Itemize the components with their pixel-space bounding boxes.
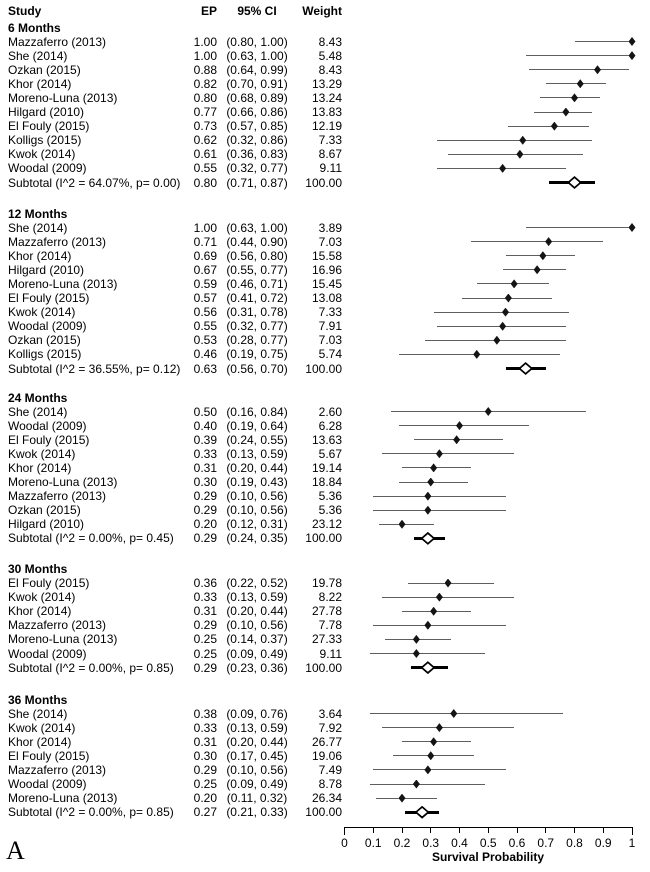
ci-value: (0.36, 0.83) — [226, 147, 288, 162]
weight-value: 6.28 — [318, 418, 342, 433]
study-name: She (2014) — [8, 404, 68, 419]
ci-value: (0.44, 0.90) — [226, 234, 288, 249]
ci-value: (0.20, 0.44) — [226, 604, 288, 619]
ci-value: (0.70, 0.91) — [226, 76, 288, 91]
ci-value: (0.24, 0.55) — [226, 432, 288, 447]
weight-value: 5.36 — [318, 489, 342, 504]
study-name: Moreno-Luna (2013) — [8, 475, 118, 489]
ci-value: (0.56, 0.80) — [226, 248, 288, 263]
subtotal-label: Subtotal (I^2 = 0.00%, p= 0.85) — [8, 805, 174, 820]
study-name: Moreno-Luna (2013) — [8, 90, 118, 105]
column-header-row — [0, 4, 650, 18]
ep-value: 0.29 — [193, 503, 217, 518]
x-axis-tick-label: 0.7 — [537, 836, 555, 850]
ep-value: 0.56 — [193, 305, 217, 320]
ep-value: 0.82 — [193, 76, 217, 91]
ci-value: (0.13, 0.59) — [226, 720, 288, 735]
subtotal-row — [0, 531, 650, 545]
study-name: Khor (2014) — [8, 604, 72, 619]
weight-value: 7.91 — [318, 319, 342, 334]
weight-value: 3.64 — [318, 706, 342, 721]
confidence-interval-line — [382, 597, 514, 598]
ci-value: (0.31, 0.78) — [226, 305, 288, 320]
ep-value: 0.31 — [193, 604, 217, 619]
study-row — [0, 749, 650, 763]
ep-value: 0.25 — [193, 632, 217, 647]
confidence-interval-line — [437, 140, 592, 141]
study-name: El Fouly (2015) — [8, 748, 90, 763]
ci-value: (0.64, 0.99) — [226, 62, 288, 77]
weight-value: 13.08 — [311, 291, 342, 305]
x-axis-tick-label: 0.4 — [451, 836, 468, 850]
confidence-interval-line — [373, 625, 505, 626]
ep-value: 0.59 — [193, 276, 217, 291]
ci-value: (0.19, 0.75) — [226, 347, 288, 362]
weight-value: 8.43 — [318, 62, 342, 77]
study-row — [0, 735, 650, 749]
weight-value: 9.11 — [319, 646, 342, 661]
study-name: Mazzaferro (2013) — [8, 34, 107, 49]
ci-value: (0.20, 0.44) — [226, 734, 288, 749]
weight-value: 7.03 — [318, 234, 342, 249]
study-row — [0, 647, 650, 661]
weight-value: 9.11 — [319, 161, 342, 176]
column-header-ci: 95% CI — [237, 4, 277, 18]
study-name: Woodal (2009) — [8, 418, 87, 433]
study-row — [0, 35, 650, 49]
section-label: 6 Months — [8, 20, 61, 35]
ep-value: 0.31 — [193, 460, 217, 475]
x-axis-tick-label: 0.6 — [508, 836, 526, 850]
ep-value: 1.00 — [193, 220, 217, 235]
column-header-ep: EP — [200, 4, 217, 18]
ci-value: (0.17, 0.45) — [226, 748, 288, 763]
section-header-row — [0, 21, 650, 35]
ci-value: (0.57, 0.85) — [226, 119, 288, 134]
ep-value: 0.33 — [193, 446, 217, 461]
ep-value: 0.27 — [193, 805, 217, 820]
x-axis-tick-label: 0.3 — [422, 836, 440, 850]
ci-value: (0.10, 0.56) — [226, 618, 288, 633]
ep-value: 0.71 — [193, 234, 217, 249]
confidence-interval-line — [370, 784, 485, 785]
x-axis-tick — [488, 827, 489, 833]
ci-value: (0.63, 1.00) — [226, 220, 288, 235]
ci-value: (0.19, 0.64) — [226, 418, 288, 433]
study-name: Mazzaferro (2013) — [8, 234, 107, 249]
weight-value: 100.00 — [305, 805, 342, 820]
study-row — [0, 777, 650, 791]
study-name: Kolligs (2015) — [8, 347, 82, 362]
study-name: El Fouly (2015) — [8, 291, 90, 305]
ep-value: 0.29 — [193, 762, 217, 777]
weight-value: 100.00 — [305, 660, 342, 675]
ep-value: 0.50 — [193, 404, 217, 419]
section-header-row — [0, 207, 650, 221]
confidence-interval-line — [508, 126, 589, 127]
ep-value: 0.55 — [193, 161, 217, 176]
subtotal-row — [0, 805, 650, 819]
section-header-row — [0, 562, 650, 576]
ci-value: (0.55, 0.77) — [226, 262, 288, 277]
study-name: Woodal (2009) — [8, 319, 87, 334]
ci-value: (0.32, 0.77) — [226, 319, 288, 334]
study-row — [0, 632, 650, 646]
ci-value: (0.10, 0.56) — [226, 489, 288, 504]
study-row — [0, 489, 650, 503]
subtotal-label: Subtotal (I^2 = 36.55%, p= 0.12) — [8, 361, 181, 376]
ci-value: (0.09, 0.49) — [226, 646, 288, 661]
study-row — [0, 576, 650, 590]
section-header-row — [0, 391, 650, 405]
ep-value: 0.30 — [193, 748, 217, 763]
x-axis-tick-label: 0.9 — [594, 836, 612, 850]
ci-value: (0.28, 0.77) — [226, 333, 288, 348]
x-axis-tick-label: 0.8 — [566, 836, 583, 850]
weight-value: 15.58 — [311, 248, 342, 263]
ci-value: (0.09, 0.49) — [226, 777, 288, 791]
study-row — [0, 475, 650, 489]
x-axis-tick — [574, 827, 575, 833]
weight-value: 7.33 — [318, 305, 342, 320]
ci-value: (0.46, 0.71) — [226, 276, 288, 291]
confidence-interval-line — [376, 798, 436, 799]
ep-value: 0.20 — [193, 517, 217, 532]
study-name: She (2014) — [8, 48, 68, 63]
ci-value: (0.24, 0.35) — [226, 531, 288, 546]
weight-value: 13.24 — [311, 90, 342, 105]
confidence-interval-line — [448, 154, 583, 155]
study-name: Woodal (2009) — [8, 161, 87, 176]
ci-value: (0.09, 0.76) — [226, 706, 288, 721]
weight-value: 19.78 — [311, 576, 342, 590]
study-row — [0, 277, 650, 291]
weight-value: 8.22 — [318, 590, 342, 605]
x-axis-tick — [430, 827, 431, 833]
study-name: Woodal (2009) — [8, 646, 87, 661]
confidence-interval-line — [379, 524, 434, 525]
study-name: Moreno-Luna (2013) — [8, 791, 118, 806]
study-row — [0, 447, 650, 461]
x-axis-tick — [517, 827, 518, 833]
confidence-interval-line — [373, 510, 505, 511]
study-name: Khor (2014) — [8, 460, 72, 475]
confidence-interval-line — [471, 241, 603, 242]
study-row — [0, 433, 650, 447]
ci-value: (0.13, 0.59) — [226, 446, 288, 461]
ci-value: (0.32, 0.86) — [226, 133, 288, 148]
weight-value: 15.45 — [311, 276, 342, 291]
study-name: El Fouly (2015) — [8, 119, 90, 134]
ci-value: (0.16, 0.84) — [226, 404, 288, 419]
ci-value: (0.56, 0.70) — [226, 361, 288, 376]
ep-value: 0.55 — [193, 319, 217, 334]
study-row — [0, 461, 650, 475]
study-name: Khor (2014) — [8, 76, 72, 91]
ep-value: 0.31 — [193, 734, 217, 749]
ep-value: 0.25 — [193, 646, 217, 661]
weight-value: 7.49 — [318, 762, 342, 777]
ci-value: (0.22, 0.52) — [226, 576, 288, 590]
subtotal-row — [0, 661, 650, 675]
ci-value: (0.13, 0.59) — [226, 590, 288, 605]
subtotal-label: Subtotal (I^2 = 64.07%, p= 0.00) — [8, 175, 181, 190]
weight-value: 8.67 — [318, 147, 342, 162]
study-name: She (2014) — [8, 220, 68, 235]
ep-value: 0.73 — [193, 119, 217, 134]
ep-value: 0.63 — [193, 361, 217, 376]
study-name: Kolligs (2015) — [8, 133, 82, 148]
subtotal-label: Subtotal (I^2 = 0.00%, p= 0.85) — [8, 660, 174, 675]
weight-value: 27.33 — [311, 632, 342, 647]
weight-value: 8.78 — [318, 777, 342, 791]
confidence-interval-line — [370, 653, 485, 654]
x-axis-tick — [402, 827, 403, 833]
study-name: El Fouly (2015) — [8, 432, 90, 447]
weight-value: 16.96 — [311, 262, 342, 277]
study-name: Mazzaferro (2013) — [8, 618, 107, 633]
ci-value: (0.68, 0.89) — [226, 90, 288, 105]
weight-value: 26.34 — [311, 791, 342, 806]
study-name: Ozkan (2015) — [8, 503, 81, 518]
weight-value: 3.89 — [318, 220, 342, 235]
study-row — [0, 604, 650, 618]
x-axis-tick — [459, 827, 460, 833]
x-axis-tick-label: 0.5 — [479, 836, 497, 850]
section-label: 12 Months — [8, 206, 68, 221]
study-row — [0, 419, 650, 433]
study-row — [0, 517, 650, 531]
section-label: 30 Months — [8, 562, 68, 576]
weight-value: 13.83 — [311, 105, 342, 119]
ep-value: 0.29 — [193, 618, 217, 633]
ep-value: 0.29 — [193, 531, 217, 546]
confidence-interval-line — [540, 97, 600, 98]
confidence-interval-line — [546, 83, 606, 84]
ci-value: (0.10, 0.56) — [226, 762, 288, 777]
weight-value: 12.19 — [311, 119, 342, 134]
x-axis-tick — [603, 827, 604, 833]
study-name: Kwok (2014) — [8, 590, 76, 605]
x-axis-tick — [632, 827, 633, 835]
weight-value: 18.84 — [311, 475, 342, 489]
section-label: 36 Months — [8, 692, 68, 707]
confidence-interval-line — [526, 227, 632, 228]
study-name: Mazzaferro (2013) — [8, 762, 107, 777]
ep-value: 0.53 — [193, 333, 217, 348]
weight-value: 13.63 — [311, 432, 342, 447]
column-header-study: Study — [8, 4, 42, 18]
weight-value: 7.78 — [318, 618, 342, 633]
study-row — [0, 590, 650, 604]
ci-value: (0.14, 0.37) — [226, 632, 288, 647]
study-name: Woodal (2009) — [8, 777, 87, 791]
x-axis-tick-label: 0.2 — [393, 836, 411, 850]
study-name: Ozkan (2015) — [8, 62, 81, 77]
study-name: Hilgard (2010) — [8, 517, 85, 532]
ci-value: (0.10, 0.56) — [226, 503, 288, 518]
ci-value: (0.20, 0.44) — [226, 460, 288, 475]
study-row — [0, 721, 650, 735]
ep-value: 0.39 — [193, 432, 217, 447]
ep-value: 0.69 — [193, 248, 217, 263]
confidence-interval-line — [382, 727, 514, 728]
ep-value: 0.57 — [193, 291, 217, 305]
ci-value: (0.21, 0.33) — [226, 805, 288, 820]
study-name: Mazzaferro (2013) — [8, 489, 107, 504]
subtotal-label: Subtotal (I^2 = 0.00%, p= 0.45) — [8, 531, 174, 546]
ep-value: 0.33 — [193, 590, 217, 605]
ep-value: 0.29 — [193, 489, 217, 504]
ep-value: 0.40 — [193, 418, 217, 433]
ep-value: 0.36 — [193, 576, 217, 590]
study-name: Hilgard (2010) — [8, 262, 85, 277]
weight-value: 100.00 — [305, 175, 342, 190]
ep-value: 0.80 — [193, 90, 217, 105]
weight-value: 13.29 — [311, 76, 342, 91]
ep-value: 0.20 — [193, 791, 217, 806]
study-name: Moreno-Luna (2013) — [8, 632, 118, 647]
ci-value: (0.41, 0.72) — [226, 291, 288, 305]
x-axis-title: Survival Probability — [431, 850, 545, 864]
ep-value: 0.67 — [193, 262, 217, 277]
section-header-row — [0, 693, 650, 707]
ci-value: (0.71, 0.87) — [226, 175, 288, 190]
weight-value: 7.33 — [318, 133, 342, 148]
ep-value: 0.62 — [193, 133, 217, 148]
ci-value: (0.19, 0.43) — [226, 475, 288, 489]
study-name: She (2014) — [8, 706, 68, 721]
weight-value: 27.78 — [311, 604, 342, 619]
ci-value: (0.32, 0.77) — [226, 161, 288, 176]
confidence-interval-line — [399, 425, 528, 426]
x-axis-tick — [373, 827, 374, 833]
ci-value: (0.63, 1.00) — [226, 48, 288, 63]
ci-value: (0.23, 0.36) — [226, 660, 288, 675]
study-row — [0, 291, 650, 305]
weight-value: 2.60 — [318, 404, 342, 419]
ep-value: 0.88 — [193, 62, 217, 77]
confidence-interval-line — [575, 41, 633, 42]
weight-value: 19.14 — [311, 460, 342, 475]
study-row — [0, 503, 650, 517]
ci-value: (0.80, 1.00) — [226, 34, 288, 49]
ep-value: 0.29 — [193, 660, 217, 675]
ep-value: 0.61 — [193, 147, 217, 162]
column-header-weight: Weight — [302, 4, 342, 18]
weight-value: 100.00 — [305, 361, 342, 376]
section-label: 24 Months — [8, 390, 68, 405]
study-name: Moreno-Luna (2013) — [8, 276, 118, 291]
weight-value: 5.36 — [318, 503, 342, 518]
weight-value: 5.48 — [318, 48, 342, 63]
ep-value: 0.38 — [193, 706, 217, 721]
ci-value: (0.66, 0.86) — [226, 105, 288, 119]
panel-label: A — [6, 836, 25, 865]
study-name: Khor (2014) — [8, 248, 72, 263]
study-row — [0, 618, 650, 632]
ep-value: 0.33 — [193, 720, 217, 735]
weight-value: 100.00 — [305, 531, 342, 546]
confidence-interval-line — [526, 55, 632, 56]
confidence-interval-line — [434, 312, 569, 313]
weight-value: 5.67 — [318, 446, 342, 461]
x-axis-tick-label: 1 — [628, 836, 636, 850]
x-axis-tick — [545, 827, 546, 833]
x-axis-tick-label: 0.1 — [364, 836, 382, 850]
subtotal-row — [0, 362, 650, 376]
ep-value: 1.00 — [193, 34, 217, 49]
study-name: Kwok (2014) — [8, 147, 76, 162]
weight-value: 26.77 — [311, 734, 342, 749]
study-name: Ozkan (2015) — [8, 333, 81, 348]
study-name: Kwok (2014) — [8, 446, 76, 461]
weight-value: 5.74 — [318, 347, 342, 362]
ep-value: 0.46 — [193, 347, 217, 362]
weight-value: 23.12 — [311, 517, 342, 532]
confidence-interval-line — [373, 769, 505, 770]
confidence-interval-line — [373, 496, 505, 497]
x-axis-tick — [344, 827, 345, 835]
study-row — [0, 763, 650, 777]
ep-value: 0.30 — [193, 475, 217, 489]
study-row — [0, 791, 650, 805]
x-axis-tick-label: 0 — [341, 836, 348, 850]
weight-value: 8.43 — [318, 34, 342, 49]
ep-value: 0.80 — [193, 175, 217, 190]
ci-value: (0.12, 0.31) — [226, 517, 288, 532]
study-name: Kwok (2014) — [8, 305, 76, 320]
ep-value: 0.25 — [193, 777, 217, 791]
study-name: Kwok (2014) — [8, 720, 76, 735]
weight-value: 7.92 — [318, 720, 342, 735]
study-name: Khor (2014) — [8, 734, 72, 749]
confidence-interval-line — [529, 69, 630, 70]
study-name: Hilgard (2010) — [8, 105, 85, 119]
study-name: El Fouly (2015) — [8, 576, 90, 590]
confidence-interval-line — [370, 713, 563, 714]
confidence-interval-line — [382, 453, 514, 454]
weight-value: 7.03 — [318, 333, 342, 348]
ep-value: 0.77 — [193, 105, 217, 119]
weight-value: 19.06 — [311, 748, 342, 763]
ci-value: (0.11, 0.32) — [226, 791, 288, 806]
ep-value: 1.00 — [193, 48, 217, 63]
